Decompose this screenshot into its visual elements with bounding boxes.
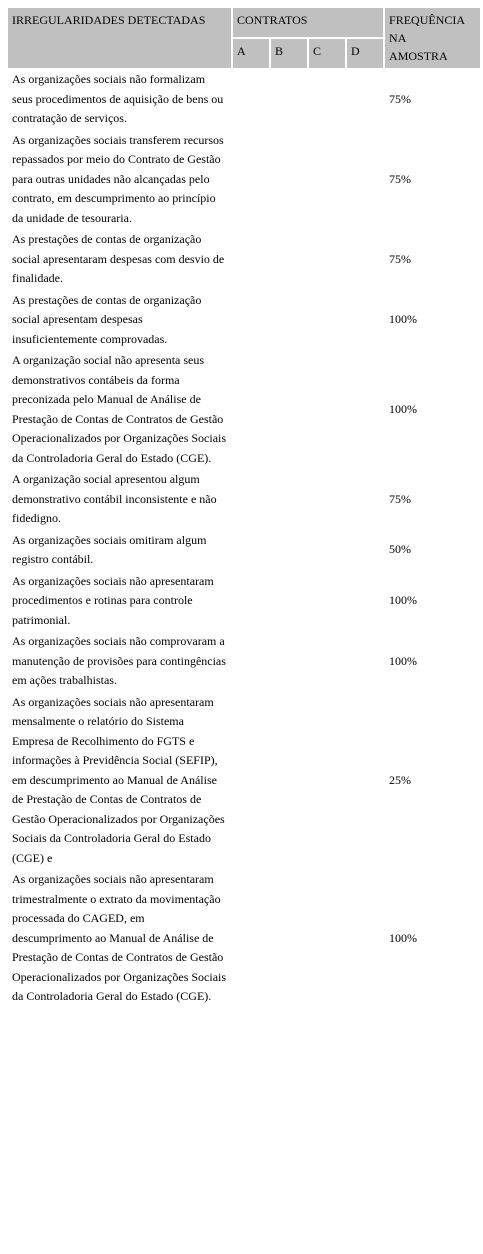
irregularity-cell: As organizações sociais não comprovaram a manutenção de provisões para contingências em ações trabalhistas. xyxy=(8,632,231,691)
contract-b-cell xyxy=(271,291,307,350)
contract-a-cell xyxy=(233,693,269,869)
header-irregularities: IRREGULARIDADES DETECTADAS xyxy=(8,8,231,68)
table-row xyxy=(8,291,480,350)
contract-c-cell xyxy=(309,351,345,468)
contract-b-cell xyxy=(271,632,307,691)
table-row xyxy=(8,131,480,229)
contract-d-cell xyxy=(347,131,383,229)
header-row-top xyxy=(8,8,480,37)
frequency-cell: 75% xyxy=(385,230,480,289)
contract-b-cell xyxy=(271,693,307,869)
contract-b-cell xyxy=(271,470,307,529)
table-row xyxy=(8,870,480,1007)
contract-c-cell xyxy=(309,70,345,129)
contract-d-cell xyxy=(347,291,383,350)
contract-a-cell xyxy=(233,470,269,529)
contract-a-cell xyxy=(233,70,269,129)
irregularity-cell: As organizações sociais não apresentaram trimestralmente o extrato da movimentação processada do CAGED, em descumprimento ao Manual de Análise de Prestação de Contas de Contratos de Gestão Operacionalizados por Organizações Sociais da Controladoria Geral do Estado (CGE). xyxy=(8,870,231,1007)
contract-b-cell xyxy=(271,572,307,631)
table-row xyxy=(8,693,480,869)
frequency-cell: 75% xyxy=(385,470,480,529)
contract-a-cell xyxy=(233,351,269,468)
header-frequency-line1: FREQUÊNCIA xyxy=(389,13,466,27)
contract-c-cell xyxy=(309,131,345,229)
contract-d-cell xyxy=(347,230,383,289)
frequency-cell: 75% xyxy=(385,131,480,229)
contract-d-cell xyxy=(347,351,383,468)
contract-b-cell xyxy=(271,70,307,129)
frequency-cell: 75% xyxy=(385,70,480,129)
irregularity-cell: As prestações de contas de organização social apresentaram despesas com desvio de finalidade. xyxy=(8,230,231,289)
frequency-cell: 100% xyxy=(385,291,480,350)
contract-b-cell xyxy=(271,531,307,570)
contract-d-cell xyxy=(347,470,383,529)
frequency-cell: 100% xyxy=(385,572,480,631)
table-row xyxy=(8,351,480,468)
table-row xyxy=(8,632,480,691)
contract-c-cell xyxy=(309,632,345,691)
contract-c-cell xyxy=(309,470,345,529)
contract-c-cell xyxy=(309,693,345,869)
irregularity-cell: A organização social não apresenta seus demonstrativos contábeis da forma preconizada pelo Manual de Análise de Prestação de Contas de Contratos de Gestão Operacionalizados por Organizações Sociais da Controladoria Geral do Estado (CGE). xyxy=(8,351,231,468)
contract-c-cell xyxy=(309,291,345,350)
contract-a-cell xyxy=(233,870,269,1007)
table-header xyxy=(8,8,480,68)
frequency-cell: 25% xyxy=(385,693,480,869)
header-contract-c: C xyxy=(309,39,345,68)
contract-d-cell xyxy=(347,531,383,570)
contract-d-cell xyxy=(347,632,383,691)
contract-a-cell xyxy=(233,531,269,570)
frequency-cell: 100% xyxy=(385,632,480,691)
contract-a-cell xyxy=(233,632,269,691)
irregularity-cell: As organizações sociais omitiram algum registro contábil. xyxy=(8,531,231,570)
header-frequency-line2: NA xyxy=(389,31,407,45)
contract-a-cell xyxy=(233,291,269,350)
contract-c-cell xyxy=(309,531,345,570)
table-row xyxy=(8,470,480,529)
contract-c-cell xyxy=(309,870,345,1007)
contract-b-cell xyxy=(271,870,307,1007)
frequency-cell: 50% xyxy=(385,531,480,570)
irregularity-cell: As organizações sociais não apresentaram procedimentos e rotinas para controle patrimonial. xyxy=(8,572,231,631)
table-row xyxy=(8,70,480,129)
contract-b-cell xyxy=(271,230,307,289)
irregularity-cell: As organizações sociais transferem recursos repassados por meio do Contrato de Gestão para outras unidades não alcançadas pelo contrato, em descumprimento ao princípio da unidade de tesouraria. xyxy=(8,131,231,229)
header-contract-d: D xyxy=(347,39,383,68)
table-row xyxy=(8,531,480,570)
header-contract-a: A xyxy=(233,39,269,68)
contract-c-cell xyxy=(309,230,345,289)
irregularity-cell: A organização social apresentou algum demonstrativo contábil inconsistente e não fidedigno. xyxy=(8,470,231,529)
table-row xyxy=(8,230,480,289)
frequency-cell: 100% xyxy=(385,351,480,468)
contract-c-cell xyxy=(309,572,345,631)
header-contracts: CONTRATOS xyxy=(233,8,383,37)
contract-b-cell xyxy=(271,351,307,468)
irregularity-cell: As organizações sociais não apresentaram mensalmente o relatório do Sistema Empresa de Recolhimento do FGTS e informações à Previdência Social (SEFIP), em descumprimento ao Manual de Análise de Prestação de Contas de Contratos de Gestão Operacionalizados por Organizações Sociais da Controladoria Geral do Estado (CGE) e xyxy=(8,693,231,869)
contract-d-cell xyxy=(347,870,383,1007)
header-frequency xyxy=(385,8,480,68)
contract-a-cell xyxy=(233,230,269,289)
contract-b-cell xyxy=(271,131,307,229)
header-contract-b: B xyxy=(271,39,307,68)
contract-d-cell xyxy=(347,70,383,129)
irregularities-table xyxy=(6,6,482,1009)
contract-d-cell xyxy=(347,693,383,869)
frequency-cell: 100% xyxy=(385,870,480,1007)
contract-a-cell xyxy=(233,572,269,631)
contract-a-cell xyxy=(233,131,269,229)
irregularity-cell: As organizações sociais não formalizam seus procedimentos de aquisição de bens ou contratação de serviços. xyxy=(8,70,231,129)
contract-d-cell xyxy=(347,572,383,631)
table-body xyxy=(8,70,480,1007)
table-row xyxy=(8,572,480,631)
header-frequency-line3: AMOSTRA xyxy=(389,49,448,63)
irregularity-cell: As prestações de contas de organização social apresentam despesas insuficientemente comprovadas. xyxy=(8,291,231,350)
